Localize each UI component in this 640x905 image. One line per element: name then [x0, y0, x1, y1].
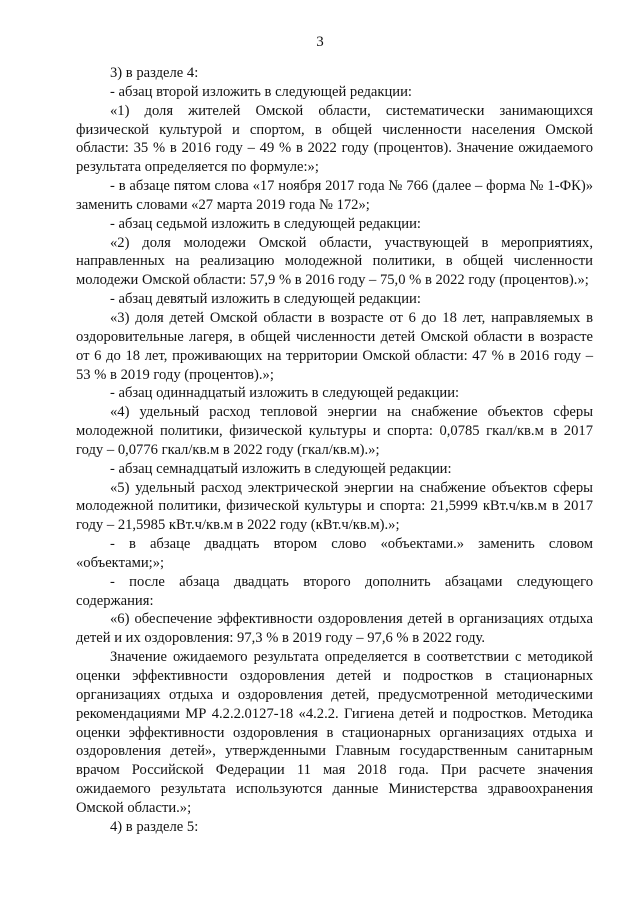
paragraph-result-4: «4) удельный расход тепловой энергии на снабжение объектов сферы молодежной политики, физической культуры и спорта: 0,0785 гкал/кв.м в 2017 году – 0,0776 гкал/кв.м в 2022 году (гкал/кв.м).»;	[76, 404, 593, 458]
paragraph-result-2: «2) доля молодежи Омской области, участвующей в мероприятиях, направленных на реализацию молодежной политики, в общей численности молодежи Омской области: 57,9 % в 2016 году – 75,0 % в 2022 году (процентов).»;	[76, 234, 593, 289]
paragraph-amend-abzac-11: - абзац одиннадцатый изложить в следующей редакции:	[110, 385, 460, 402]
paragraph-amend-abzac-22: - в абзаце двадцать втором слово «объектами.» заменить словом «объектами;»;	[76, 536, 593, 571]
paragraph-result-5: «5) удельный расход электрической энергии на снабжение объектов сферы молодежной политики, физической культуры и спорта: 21,5999 кВт.ч/кв.м в 2017 году – 21,5985 кВт.ч/кв.м в 2022 году (кВт.ч/кв.м).»;	[76, 479, 593, 534]
paragraph-add-abzacs: - после абзаца двадцать второго дополнить абзацами следующего содержания:	[76, 573, 593, 609]
paragraph-amend-abzac-2: - абзац второй изложить в следующей редакции:	[110, 83, 412, 100]
paragraph-section-4-heading: 3) в разделе 4:	[110, 65, 199, 81]
page-number: 3	[316, 34, 324, 50]
paragraph-amend-abzac-9: - абзац девятый изложить в следующей редакции:	[110, 291, 421, 308]
paragraph-amend-abzac-7: - абзац седьмой изложить в следующей редакции:	[110, 215, 421, 232]
paragraph-result-1: «1) доля жителей Омской области, систематически занимающихся физической культурой и спортом, в общей численности населения Омской области: 35 % в 2016 году – 49 % в 2022 году (процентов). Значение ожидаемого результата определяется по формуле:»;	[76, 102, 593, 176]
paragraph-section-5-heading: 4) в разделе 5:	[110, 818, 199, 835]
paragraph-amend-abzac-17: - абзац семнадцатый изложить в следующей редакции:	[110, 460, 452, 477]
paragraph-result-3: «3) доля детей Омской области в возрасте от 6 до 18 лет, направляемых в оздоровительные лагеря, в общей численности детей Омской области в возрасте от 6 до 18 лет, проживающих на территории Омской области: 47 % в 2016 году – 53 % в 2019 году (процентов).»;	[76, 309, 593, 383]
paragraph-amend-abzac-5: - в абзаце пятом слова «17 ноября 2017 года № 766 (далее – форма № 1-ФК)» заменить словами «27 марта 2019 года № 172»;	[76, 178, 593, 213]
document-body	[76, 64, 593, 837]
paragraph-result-6: «6) обеспечение эффективности оздоровления детей в организациях отдыха детей и их оздоровления: 97,3 % в 2019 году – 97,6 % в 2022 году.	[76, 611, 593, 647]
paragraph-result-6-method: Значение ожидаемого результата определяется в соответствии с методикой оценки эффективности оздоровления детей и подростков в стационарных организациях отдыха и оздоровления детей, предусмотренной методическими рекомендациями МР 4.2.2.0127-18 «4.2.2. Гигиена детей и подростков. Методика оценки эффективности оздоровления в стационарных организациях отдыха и оздоровления детей», утвержденными Главным государственным санитарным врачом Российской Федерации 11 мая 2018 года. При расчете значения ожидаемого результата используются данные Министерства здравоохранения Омской области.»;	[76, 649, 593, 816]
